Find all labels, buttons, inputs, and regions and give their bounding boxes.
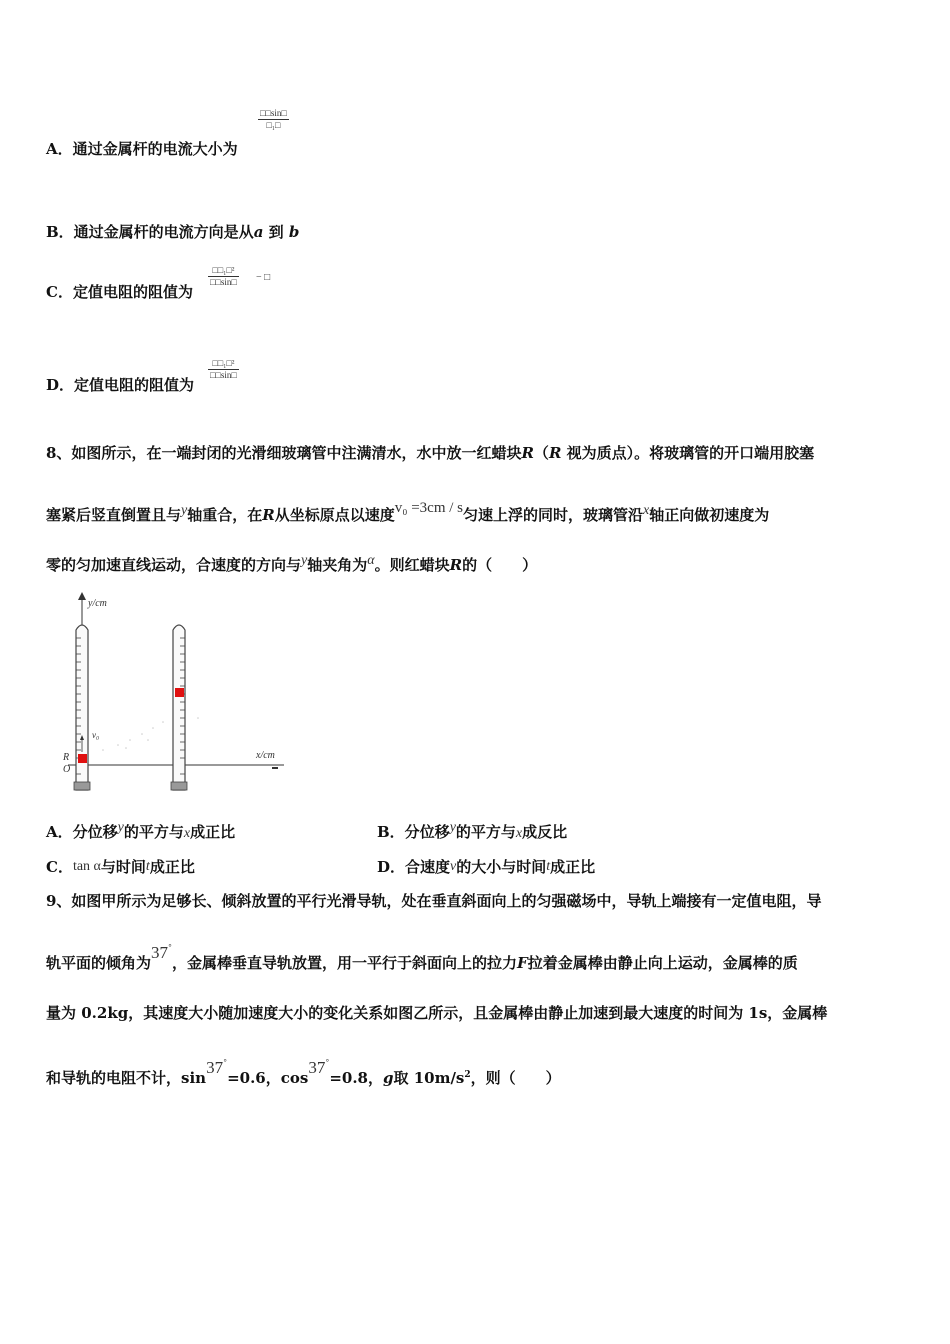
option-text: 与时间	[100, 858, 146, 876]
q8-text: 轴正向做初速度为	[649, 506, 770, 524]
superscript-2: 2	[464, 1070, 471, 1080]
q9-text: ，则（ ）	[470, 1069, 561, 1087]
optA-fraction	[258, 108, 289, 131]
var-t: t	[145, 859, 150, 874]
optC-tail: − □	[256, 272, 271, 283]
var-g: g	[382, 1069, 394, 1087]
option-label: B．分位移	[377, 823, 450, 841]
q9-text: 和导轨的电阻不计，sin	[46, 1069, 207, 1087]
q9-text: 拉着金属棒由静止向上运动，金属棒的质	[527, 954, 798, 972]
q8-line-3	[46, 555, 537, 577]
tan-alpha-expression: tan α	[72, 859, 101, 874]
q8-text: 视为质点）。将玻璃管的开口端用胶塞	[561, 444, 815, 462]
var-v: v	[450, 859, 457, 874]
var-F: F	[517, 954, 528, 972]
option-label: D．合速度	[377, 858, 451, 876]
angle-37: 37	[206, 1058, 224, 1077]
q8-text: 零的匀加速直线运动，合速度的方向与	[46, 556, 302, 574]
q9-text: 轨平面的倾角为	[46, 954, 152, 972]
frac-denominator: □□sin□	[210, 277, 237, 287]
var-x: x	[183, 826, 191, 841]
q8-text: 8、如图所示，在一端封闭的光滑细玻璃管中注满清水，水中放一红蜡块	[46, 444, 522, 462]
q8-line-2	[46, 500, 770, 527]
q9-text: =0.6，cos	[227, 1069, 309, 1087]
q8-figure	[58, 590, 298, 800]
red-wax-block-start	[78, 754, 87, 763]
var-alpha: α	[367, 553, 375, 568]
y-axis-arrow	[78, 592, 86, 600]
q8-option-d	[377, 857, 595, 879]
option-label: A．分位移	[46, 823, 118, 841]
q8-text: 从坐标原点以速度	[274, 506, 395, 524]
option-text: 的大小与时间	[456, 858, 547, 876]
frac-denominator: □□sin□	[210, 370, 237, 380]
origin-label: O	[63, 764, 71, 775]
q7-option-a	[46, 139, 238, 159]
optD-fraction	[208, 358, 239, 381]
option-text: 成反比	[522, 823, 568, 841]
var-t: t	[546, 859, 551, 874]
q8-text: 轴夹角为	[307, 556, 368, 574]
var-R: R	[521, 444, 534, 462]
option-text: 成正比	[190, 823, 236, 841]
option-label: C．	[46, 858, 73, 876]
degree-mark: °	[168, 943, 173, 952]
v0-label: v₀	[92, 730, 100, 740]
paren: （	[533, 444, 549, 462]
option-text: 成正比	[149, 858, 195, 876]
q7-option-d	[46, 375, 194, 395]
q9-line-2	[46, 943, 798, 976]
q8-text: 匀速上浮的同时，玻璃管沿	[463, 506, 644, 524]
x-axis-label: x/cm	[256, 750, 275, 761]
frac-numerator: □□₁□²	[208, 265, 239, 277]
angle-37: 37	[151, 943, 169, 962]
q9-text: 量为 0.2kg，其速度大小随加速度大小的变化关系如图乙所示，且金属棒由静止加速到最大速度的时间为 1s，金属棒	[46, 1004, 828, 1022]
q8-text: 。则红蜡块	[374, 556, 450, 574]
angle-37: 37	[308, 1058, 326, 1077]
q7-option-b	[46, 222, 299, 242]
var-x: x	[643, 503, 650, 518]
degree-mark: °	[325, 1058, 330, 1067]
degree-mark: °	[223, 1058, 228, 1067]
var-y: y	[181, 503, 188, 518]
q8-text: 塞紧后竖直倒置且与	[46, 506, 182, 524]
q8-option-a	[46, 822, 235, 844]
q9-line-1	[46, 891, 821, 911]
q8-text: 轴重合，在	[187, 506, 263, 524]
frac-denominator: □₁□	[266, 120, 281, 130]
optC-fraction	[208, 265, 239, 288]
q8-text: 的（ ）	[462, 556, 538, 574]
option-text: 的平方与	[455, 823, 516, 841]
option-label: B．通过金属杆的电流方向是从	[46, 223, 254, 241]
red-wax-block-moved	[175, 688, 184, 697]
q9-text: 取 10m/s	[393, 1069, 465, 1087]
q8-option-b	[377, 822, 567, 844]
var-y: y	[449, 820, 456, 835]
option-label: A．通过金属杆的电流大小为	[46, 140, 238, 158]
glass-tube-right	[171, 625, 187, 790]
var-a: a	[253, 223, 264, 241]
option-text: 成正比	[550, 858, 596, 876]
q9-text: ，金属棒垂直导轨放置，用一平行于斜面向上的拉力	[172, 954, 518, 972]
q8-line-1	[46, 443, 814, 463]
var-b: b	[288, 223, 300, 241]
y-axis-label: y/cm	[88, 598, 107, 609]
frac-numerator: □□₁□²	[208, 358, 239, 370]
to-text: 到	[263, 223, 289, 241]
option-label: D．定值电阻的阻值为	[46, 376, 195, 394]
q7-option-c	[46, 282, 193, 302]
q9-line-3	[46, 1003, 827, 1023]
var-x: x	[515, 826, 523, 841]
q9-text: =0.8，	[329, 1069, 383, 1087]
q8-option-c	[46, 857, 195, 879]
var-y: y	[301, 553, 308, 568]
option-label: C．定值电阻的阻值为	[46, 283, 193, 301]
var-y: y	[117, 820, 124, 835]
v0-expression: v₀ =3cm / s	[394, 500, 464, 516]
var-R: R	[449, 556, 463, 574]
frac-numerator: □□sin□	[260, 108, 287, 118]
option-text: 的平方与	[123, 823, 184, 841]
R-label: R	[63, 752, 70, 763]
var-R: R	[262, 506, 275, 524]
q9-line-4	[46, 1058, 561, 1091]
var-R: R	[548, 444, 562, 462]
q9-text: 9、如图甲所示为足够长、倾斜放置的平行光滑导轨，处在垂直斜面向上的匀强磁场中，导轨上端接有一定值电阻，导	[46, 892, 822, 910]
